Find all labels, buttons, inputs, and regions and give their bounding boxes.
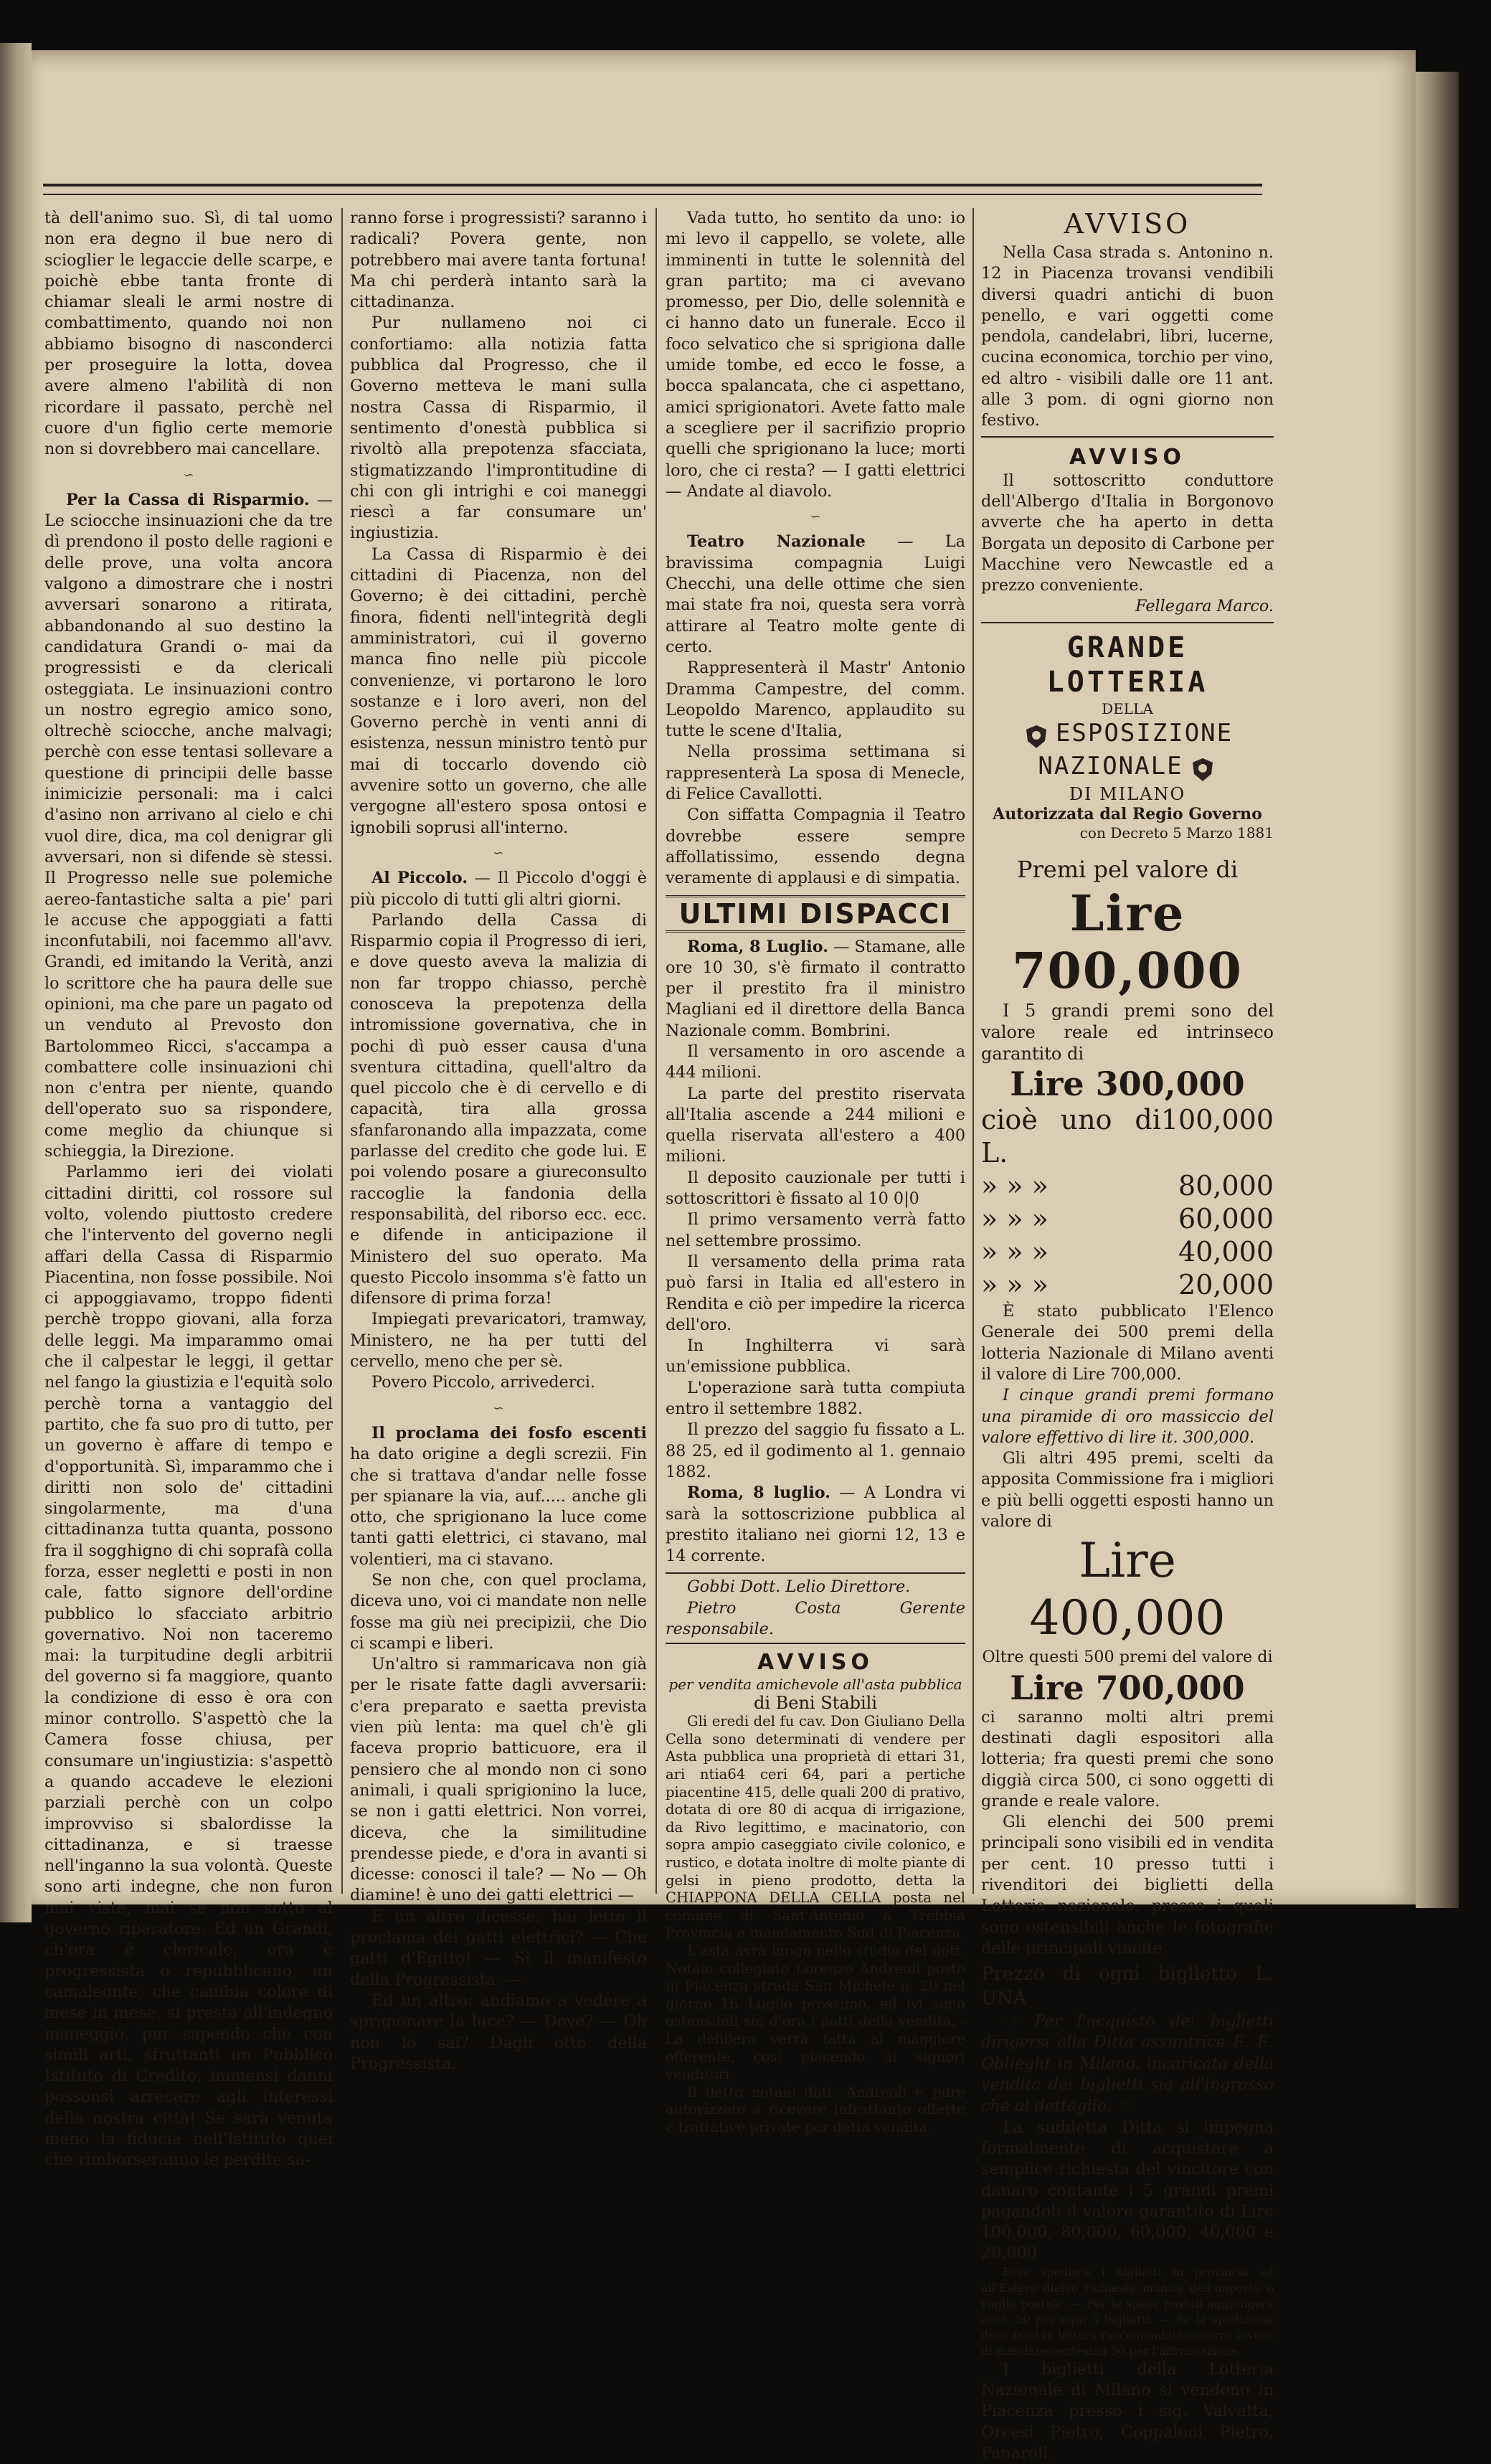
prize-label: cioè uno di L. (981, 1104, 1161, 1169)
prize-label: » » » (981, 1203, 1049, 1235)
lottery-authorization: Autorizzata dal Regio Governo (993, 805, 1262, 824)
avviso-title: AVVISO (1069, 444, 1185, 470)
lottery-premi: Premi pel valore di (1016, 856, 1239, 884)
lottery-decree: con Decreto 5 Marzo 1881 (1079, 824, 1274, 842)
column-rule (341, 208, 343, 1894)
paragraph: La parte del prestito riservata all'Italia ascende a 244 milioni e quella riservata all'estero a 400 milioni. (666, 1084, 965, 1166)
lottery-expo-row (981, 718, 1274, 784)
paragraph: In Inghilterra vi sarà un'emissione pubblica. (666, 1336, 965, 1377)
dispatch-body: — Stamane, alle ore 10 30, s'è firmato il contratto per il prestito fra il ministro Magliani ed il direttore della Banca Nazionale comm. Bombrini. (666, 937, 965, 1040)
paragraph: Se non che, con quel proclama, diceva uno, voi ci mandate non nelle fosse ma giù nei precipizii, che Dio ci scampi e liberi. (350, 1571, 647, 1653)
prize-value: 40,000 (1178, 1236, 1274, 1268)
pointing-hand-icon: ☜ (1117, 2095, 1134, 2117)
dispatch-roma-2 (666, 1483, 965, 1567)
section-separator: ∽ (183, 467, 194, 483)
paragraph: Nella prossima settimana si rappresenterà La sposa di Menecle, di Felice Cavallotti. (666, 742, 965, 804)
avviso-body: Il sottoscritto conduttore dell'Albergo d'Italia in Borgonovo avverte che ha aperto in detta Borgata un deposito di Carbone per Macchine vero Newcastle ed a prezzo conveniente. (981, 471, 1274, 595)
prize-row (981, 1202, 1274, 1235)
column-3 (666, 208, 965, 2137)
column-rule (972, 208, 974, 1894)
director-credit: Gobbi Dott. Lelio Direttore. (687, 1577, 911, 1597)
lottery-elenco: È stato pubblicato l'Elenco Generale dei 500 premi della lotteria Nazionale di Milano aventi il valore di Lire 700,000. (981, 1302, 1274, 1384)
lottery-milano: DI MILANO (1069, 783, 1186, 804)
prize-value: 20,000 (1178, 1269, 1274, 1301)
crest-icon (1022, 722, 1051, 751)
paragraph: E un altro dicesse: hai letto il proclama dei gatti elettrici? — Che gatti d'Egitto! — Sì il manifesto della Progressista. — (350, 1907, 647, 1989)
paragraph: L'operazione sarà tutta compiuta entro il settembre 1882. (666, 1378, 965, 1419)
article-body: — Le sciocche insinuazioni che da tre dì prendono il posto delle ragioni e delle prove, una volta ancora valgono a dimostrare che i nostri avversari sonarono a ritirata, abbandonando al suo destino la candidatura Grandi o- mai da progressisti e da clericali osteggiata. Le insinuazioni contro un nostro egregio amico sono, oltrechè sciocche, anche malvagi; perchè con esse tentasi sollevare a questione di principii delle basse inimicizie personali: ma i calci d'asino non arrivano al cielo e chi vuol dire, dica, ma col denigrar gli avversari, non si difende sè stessi. Il Progresso nelle sue polemiche aereo-fantastiche salta a pie' pari le accuse che appoggiati a fatti inconfutabili, noi facemmo all'avv. Grandi, ed imitando la Verità, anzi lo scrittore che ha paura delle sue opinioni, ma che pare un pagato od un venduto al Prevosto don Bartolommeo Ricci, s'accampa a combattere colle insinuazioni chi non c'entra per niente, quando dell'operato suo sa rispondere, come meglio da chiunque si schieggia, la Direzione. (44, 490, 333, 1161)
lottery-della: DELLA (1102, 699, 1153, 717)
gerente-credit: Pietro Costa Gerente responsabile. (666, 1598, 965, 1638)
paragraph: Il versamento della prima rata può farsi in Italia ed all'estero in Rendita e ciò per impedire la ricerca dell'oro. (666, 1252, 965, 1334)
lottery-ditta: La suddetta Ditta si impegna formalmente di acquistare a semplice richiesta del vincitore con danaro contante i 5 grandi premi pagandoli il valore garantito di Lire 100,000, 80,000, 60,000, 40,000 e 20,000 (981, 2118, 1274, 2263)
section-separator: ∽ (493, 845, 504, 861)
article-body: ha dato origine a degli screzii. Fin che si trattava d'andar nelle fosse per spianare la via, auf..... anche gli otto, che sprigionano la luce come tanti gatti elettrici, ci stavano, mal volentieri, ma ci stavano. (350, 1445, 647, 1569)
lottery-title: GRANDE LOTTERIA (1046, 631, 1208, 699)
paragraph: Un'altro si rammaricava non già per le risate fatte dagli avversarii: c'era preparato e saetta prevista vien più lenta: ma quel ch'è gli faceva proprio batticuore, era il pensiero che al mondo non ci sono animali, i quali sprigionino la luce, se non i gatti elettrici. Non vorrei, diceva, che la similitudine prendesse piede, e d'ora in avanti si dicesse: conosci il tale? — No — Oh diamine! è uno dei gatti elettrici — (350, 1655, 647, 1905)
prize-label: » » » (981, 1269, 1049, 1301)
prize-label: » » » (981, 1170, 1049, 1202)
avviso-subtitle: per vendita amichevole all'asta pubblica (668, 1676, 962, 1694)
lottery-700k-b: Lire 700,000 (1010, 1668, 1245, 1707)
masthead-credits (666, 1572, 965, 1644)
article-body: — Il Piccolo d'oggi è più piccolo di tutti gli altri giorni. (350, 869, 647, 909)
lottery-acquisto (981, 2011, 1274, 2117)
article-heading: Teatro Nazionale (687, 532, 866, 552)
paragraph: La Cassa di Risparmio è dei cittadini di Piacenza, non del Governo; è dei cittadini, perchè finora, fidenti nell'integrità degli amministratori, cui il governo manca fino nelle più piccole convenienze, vi portarono le loro sostanze e i loro averi, non del Governo perchè in venti anni di esistenza, nessun ministro tentò pur mai di toccarlo dovendo ciò avvenire sotto un governo, che alle vergogne all'estero sposa ontosi e ignobili soprusi all'interno. (350, 544, 647, 837)
prize-row (981, 1103, 1274, 1169)
section-separator: ∽ (493, 1400, 504, 1416)
avviso-title: AVVISO (1064, 208, 1191, 240)
pointing-hand-icon: ☞ (1003, 2010, 1020, 2032)
dispatch-roma-1 (666, 937, 965, 1042)
lottery-saranno: ci saranno molti altri premi destinati dagli espositori alla lotteria; fra questi premi che sono diggià circa 500, ci sono oggetti di grande e reale valore. (981, 1707, 1274, 1811)
prize-value: 100,000 (1160, 1104, 1274, 1136)
paragraph: Rappresenterà il Mastr' Antonio Dramma Campestre, del comm. Leopoldo Marenco, applaudito su tutte le scene d'Italia, (666, 659, 965, 741)
article-teatro (666, 532, 965, 658)
dispatch-heading: Roma, 8 luglio. (687, 1483, 831, 1503)
dispatch-body: — A Londra vi sarà la sottoscrizione pubblica al prestito italiano nei giorni 12, 13 e 14 corrente. (666, 1483, 965, 1566)
adjacent-page-edge (0, 43, 32, 1922)
avviso-ad-2 (981, 445, 1274, 623)
avviso-title: AVVISO (757, 1650, 874, 1676)
column-1 (44, 208, 333, 2171)
binding-edge (1416, 72, 1459, 1908)
lottery-cinque: I cinque grandi premi formano una piramide di oro massiccio del valore effettivo di lire it. 300,000. (981, 1386, 1274, 1447)
prize-row (981, 1268, 1274, 1301)
paragraph: Il prezzo del saggio fu fissato a L. 88 25, ed il godimento al 1. gennaio 1882. (666, 1420, 965, 1481)
lottery-acquisto-text: Per l'acquisto dei biglietti dirigersi alla Ditta assuntrice E. E. Oblieght in Milano, incaricata della vendita dei biglietti sia all'ingrosso che al dettaglio. (981, 2012, 1274, 2116)
lottery-altri: Gli altri 495 premi, scelti da apposita Commissione fra i migliori e più belli oggetti esposti hanno un valore di (981, 1449, 1274, 1531)
lottery-expo: ESPOSIZIONE NAZIONALE (1038, 718, 1234, 780)
paragraph: Parlammo ieri dei violati cittadini diritti, col rossore sul volto, volendo piuttosto credere che l'intervento del governo negli affari della Cassa di Risparmio Piacentina, non fosse possibile. Noi ci appoggiavamo, troppo fidenti perchè troppo giovani, alla forza delle leggi. Ma imparammo omai che il calpestar le leggi, il gettar nel fango la giustizia e l'equità solo perchè torna a vantaggio del partito, che fa suo pro di tutto, per un governo è affare di tempo e d'opportunità. Sì, imparammo che i diritti non solo de' cittadini singolarmente, ma d'una cittadinanza tutta quanta, possono fra il sogghigno di chi soprafà colla forza, esser negletti e posti in non cale, fatto signore dell'ordine pubblico lo sfacciato arbitrio governativo. Noi non taceremo mai: la turpitudine degli arbitrii del governo si fa maggiore, quanto la condizione di esso è ora con minor controllo. S'aspettò che la Camera fosse chiusa, per consumare un'ingiustizia: s'aspettò a quando accadeve le elezioni parziali perchè con un colpo improvviso si sbalordisse la cittadinanza, e si traesse nell'inganno la sua volontà. Queste sono arti indegne, che non furon mai viste, mai se non sotto al governo riparatore. Ed un Grandi, ch'ora è clericale, ora è progressista o repubblicano, un camaleonte, che cambia colore di mese in mese, si presta all'indegno maneggio, pur sapendo che con simili arti, sfruttanti un Pubblico Istituto di Credito, immensi danni possonsi arrecare agli interessi della nostra città! Se sarà venuta meno la fiducia nell'Istituto quei che rimborseranno le perdite sa- (44, 1163, 333, 2170)
article-heading: Il proclama dei fosfo escenti (371, 1423, 647, 1443)
lottery-ad (981, 631, 1274, 1000)
prize-row (981, 1169, 1274, 1202)
paragraph: Il primo versamento verrà fatto nel settembre prossimo. (666, 1210, 965, 1250)
paragraph: Ed un altro: andiamo a vedere a sprigionare la luce? — Dove? — Oh non lo sai? Dagli otto della Progressista. (350, 1991, 647, 2073)
lottery-grandi: I 5 grandi premi sono del valore reale ed intrinseco garantito di (981, 1001, 1274, 1065)
paragraph: Pur nullameno noi ci confortiamo: alla notizia fatta pubblica dal Progresso, che il Governo metteva le mani sulla nostra Cassa di Risparmio, il sentimento d'onestà pubblica si rivoltò alla prepotenza sfacciata, stigmatizzando l'improntitudine di chi con gli intrighi e coi maneggi riescì a far consumare un' ingiustizia. (350, 313, 647, 543)
article-heading: Per la Cassa di Risparmio. (66, 490, 310, 509)
paragraph: tà dell'animo suo. Sì, di tal uomo non era degno il bue nero di scioglier le legaccie delle scarpe, e poichè ebbe tanta fronte di chiamar sleali le armi nostre di combattimento, quando noi non abbiamo bisogno di nasconderci per proseguire la lotta, dovea avere almeno l'abilità di non ricordare il passato, perchè nel cuore d'un figlio certe memorie non si dovrebbero mai cancellare. (44, 209, 333, 459)
paragraph: Con siffatta Compagnia il Teatro dovrebbe essere sempre affollatissimo, essendo degna veramente di applausi e di simpatia. (666, 806, 965, 888)
article-cassa (44, 490, 333, 1163)
avviso-signature: Fellegara Marco. (1135, 597, 1274, 616)
lottery-400k: Lire 400,000 (1029, 1533, 1226, 1646)
lottery-300k: Lire 300,000 (1010, 1065, 1245, 1104)
prize-row (981, 1235, 1274, 1268)
paragraph: Parlando della Cassa di Risparmio copia il Progresso di ieri, e dove questo aveva la malizia di non far troppo chiasso, perchè conosceva la prepotenza della intromissione governativa, che in pochi dì può esser causa d'una sventura cittadina, quell'altro da quel piccolo che è di cervello e di capacità, tira alla grossa sfanfaronando alla impazzata, come parlasse del credito che gode lui. E poi volendo posare a giureconsulto raccoglie la fandonia della responsabilità, del riborso ecc. ecc. e difende in anticipazione il Ministero del suo operato. Ma questo Piccolo insomma s'è fatto un difensore di prima forza! (350, 910, 647, 1308)
paragraph: Vada tutto, ho sentito da uno: io mi levo il cappello, se volete, alle imminenti in tutte le solennità del gran partito; ma ci avevano promesso, per Dio, delle solennità e ci hanno dato un funerale. Ecco il foco selvatico che si sprigiona dalle umide tombe, ed ecco le fosse, a bocca spalancata, che ci aspettano, amici sprigionatori. Avete fatto male a scegliere per il sacrifizio proprio quelli che sprigionano la luce; morti loro, che ci resta? — I gatti elettrici — Andate al diavolo. (666, 209, 965, 501)
paragraph: Povero Piccolo, arrivederci. (371, 1373, 596, 1392)
lottery-elenchi: Gli elenchi dei 500 premi principali sono visibili ed in vendita per cent. 10 presso tutti i rivenditori dei biglietti della Lotteria nazionale, presso i quali sono ostensibili anche le fotografie delle principali vincite. (981, 1813, 1274, 1958)
avviso-body: Gli eredi del fu cav. Don Giuliano Della Cella sono determinati di vendere per Asta pubblica una proprietà di ettari 31, ari ntia64 ceri 64, pari a pertiche piacentine 415, delle quali 200 di prativo, dotata di ore 80 di acqua di irrigazione, da Rivo legittimo, e macinatorio, con sopra ampio caseggiato civile colonico, e rustico, e dotata inoltre di molte piante di gelsi in pieno prodotto, detta la CHIAPPONA DELLA CELLA posta nel comune di Sant'Antonio a Trebbia Provincia e mandamento Sud di Piacenza. (666, 1713, 965, 1942)
prize-label: » » » (981, 1236, 1049, 1268)
paragraph: Il deposito cauzionale per tutti i sottoscrittori è fissato al 10 0|0 (666, 1168, 965, 1209)
avviso-body: Nella Casa strada s. Antonino n. 12 in Piacenza trovansi vendibili diversi quadri antichi di buon penello, e vari oggetti come pendola, candelabri, libri, lucerne, cucina economica, torchio per vino, ed altro - visibili dalle ore 11 ant. alle 3 pom. di ogni giorno non festivo. (981, 243, 1274, 430)
article-piccolo (350, 868, 647, 910)
avviso-body-2: L'asta avrà luogo nello studio del dott. Notaio collegiato Lorenzo Andreoli posto in Piacenza strada San Michele n. 20 nel giorno 16 Luglio prossimo, ed ivi sono ostensibili sin d'ora i patti della vendita. - La delibera verrà fatta al maggiore offerente, così piacendo ai signori venditori. (666, 1943, 965, 2083)
prize-list (981, 1103, 1274, 1301)
lottery-prezzo: Prezzo di ogni biglietto L. UNA (981, 1963, 1274, 2010)
column-4 (981, 208, 1274, 2464)
paragraph: Il versamento in oro ascende a 444 milioni. (666, 1042, 965, 1082)
dispacci-title: ULTIMI DISPACCI (666, 895, 965, 933)
article-body: — La bravissima compagnia Luigi Checchi, una delle ottime che sien mai state fra noi, questa sera vorrà attirare al Teatro molte gente di certo. (666, 532, 966, 656)
paragraph: Impiegati prevaricatori, tramway, Ministero, ne ha per tutti del cervello, meno che per sè. (350, 1310, 647, 1372)
dispatch-heading: Roma, 8 Luglio. (687, 937, 828, 956)
column-rule (655, 208, 657, 1894)
lottery-vendono: I biglietti della Lotteria Nazionale di Milano si vendono in Piacenza presso i sig. Valvatta, Orcesi Pietro, Coppaloni Pietro, Panaroli. (981, 2359, 1274, 2463)
article-proclama (350, 1423, 647, 1570)
article-heading: Al Piccolo. (371, 869, 468, 888)
header-rule (43, 184, 1262, 195)
avviso-ad-1 (981, 208, 1274, 438)
avviso-body-3: Il detto notaio dott. Andreoli è pure autorizzato a ricevere infrattanto offerte e trattative private per detta vendita. (666, 2083, 965, 2135)
paragraph: ranno forse i progressisti? saranno i radicali? Povera gente, non potrebbero mai avere tanta fortuna! Ma chi perderà intanto sarà la cittadinanza. (350, 209, 647, 312)
lottery-oltre: Oltre questi 500 premi del valore di (982, 1648, 1273, 1667)
column-2 (350, 208, 647, 2074)
lottery-total: Lire 700,000 (1012, 885, 1243, 1001)
crest-icon (1188, 755, 1217, 784)
avviso-subtitle-2: di Beni Stabili (753, 1693, 878, 1714)
section-separator: ∽ (810, 509, 821, 525)
prize-value: 60,000 (1178, 1203, 1274, 1235)
lottery-spedisce: Essa spedisce i biglietti in provincia ed all'Estero dietro richiesta munita dell'importo o vaglia postale. — Per le spese postali aggiungere cent. 20 per ogni 5 biglietti. — Se la spedizione deve farsi in lettera raccomandata occorre invece di mandare centesimi 50 per l'affrancazione. (981, 2265, 1274, 2358)
prize-value: 80,000 (1178, 1170, 1274, 1202)
